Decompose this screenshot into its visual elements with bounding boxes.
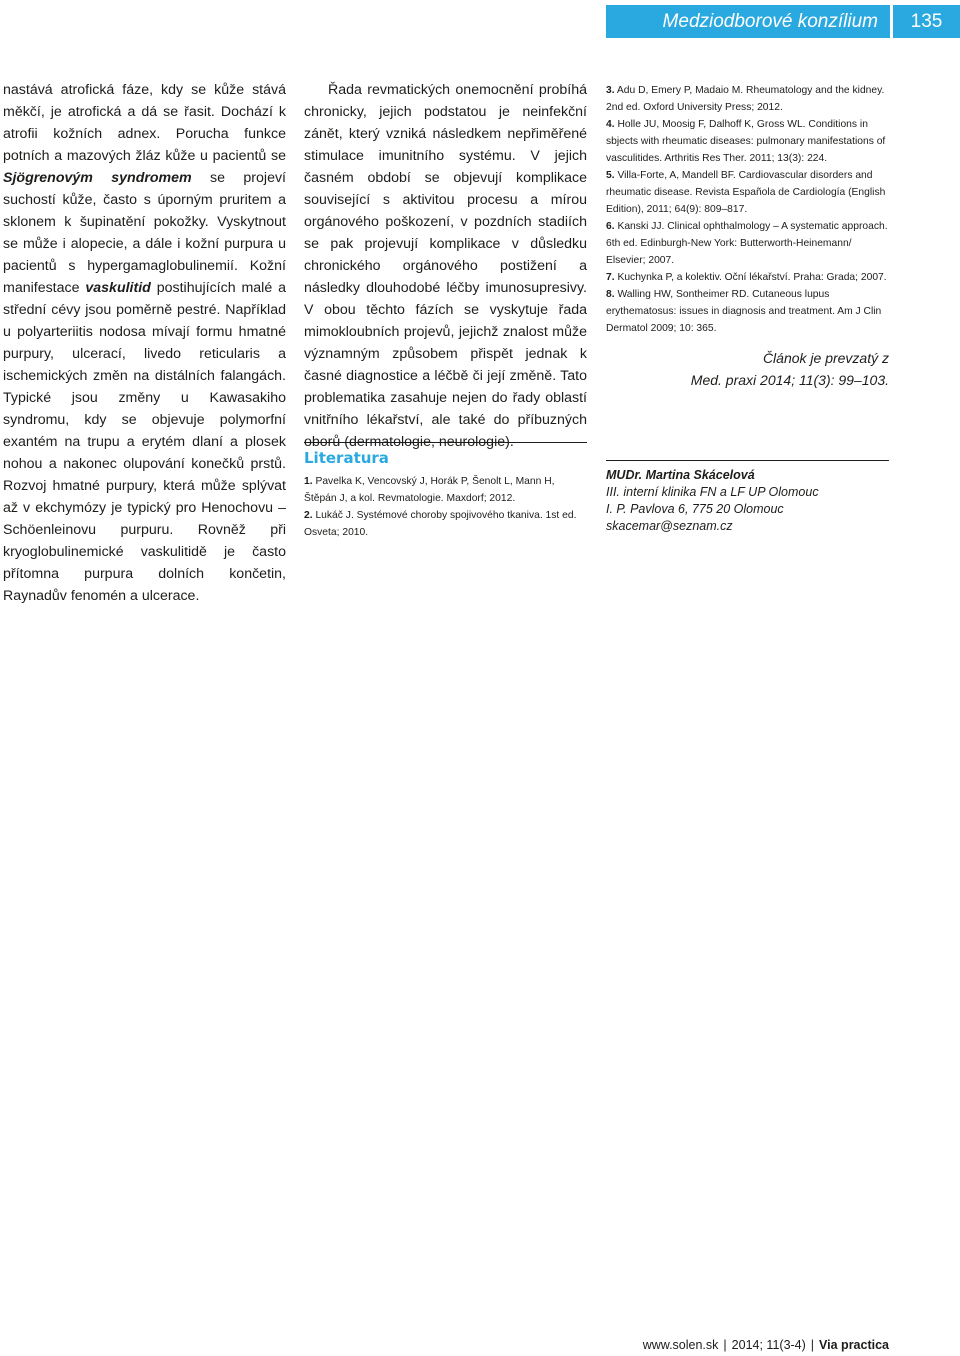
reference-item [606, 167, 889, 218]
body-column-1 [3, 79, 286, 607]
body-paragraph [3, 79, 286, 607]
reference-text: Villa-Forte, A, Mandell BF. Cardiovascular disorders and rheumatic disease. Revista Española de Cardiología (English Edition), 2011; 64(9): 809–817. [606, 170, 886, 215]
source-note [606, 347, 889, 391]
reference-text: Walling HW, Sontheimer RD. Cutaneous lupus erythematosus: issues in diagnosis and treatment. Am J Clin Dermatol 2009; 10: 365. [606, 289, 882, 334]
reference-number: 6. [606, 221, 615, 232]
section-title: Medziodborové konzílium [662, 11, 878, 32]
literature-divider [304, 442, 587, 443]
reference-number: 2. [304, 510, 313, 521]
reference-item [304, 473, 587, 507]
page-footer [606, 1336, 889, 1354]
reference-text: Holle JU, Moosig F, Dalhoff K, Gross WL. Conditions in sbjects with rheumatic diseases: pulmonary manifestations of vasculitides. Arthritis Res Ther. 2011; 13(3): 224. [606, 119, 886, 164]
reference-item [606, 82, 889, 116]
reference-item [606, 116, 889, 167]
reference-list-part-2 [606, 82, 889, 337]
footer-journal: Via practica [819, 1338, 889, 1352]
page-number: 135 [893, 5, 960, 38]
reference-text: Adu D, Emery P, Madaio M. Rheumatology and the kidney. 2nd ed. Oxford University Press; 2012. [606, 85, 885, 113]
author-email[interactable]: skacemar@seznam.cz [606, 519, 733, 533]
reference-text: Pavelka K, Vencovský J, Horák P, Šenolt L, Mann H, Štěpán J, a kol. Revmatologie. Maxdorf; 2012. [304, 476, 555, 504]
text-run: postihujících malé a střední cévy jsou poměrně pestré. Například u polyarteriitis nodosa mívají formu hmatné purpury, ulcerací, livedo reticularis a ischemických změn na distálních falangách. Typické jsou změny u Kawasakiho syndromu, kdy se objevuje polymorfní exantém na trupu a erytém dlaní a plosek nohou a nakonec olupování konečků prstů. Rozvoj hmatné purpury, která může splývat až v ekchymózy je typický pro Henochovu – Schöenleinovu purpuru. Rovněž při kryoglobulinemické vaskulitidě je často přítomna purpura dolních končetin, Raynadův fenomén a ulcerace. [3, 280, 286, 604]
author-clinic: III. interní klinika FN a LF UP Olomouc [606, 485, 819, 499]
text-run: nastává atrofická fáze, kdy se kůže stává měkčí, je atrofická a dá se řasit. Dochází k atrofii kožních adnex. Porucha funkce potních a mazových žláz kůže u pacientů se [3, 82, 286, 164]
body-paragraph: Řada revmatických onemocnění probíhá chronicky, jejich podstatou je neinfekční zánět, který vzniká následkem nepřiměřené stimulace imunitního systému. V jejich časném období se objevují komplikace související s aktivitou procesu a mírou orgánového poškození, v pozdních stadiích se pak projevují komplikace v důsledku chronického orgánového postižení a následky dlouhodobé léčby imunosupresivy. V obou těchto fázích se vyskytuje řada mimokloubních projevů, jejichž znalost může významným způsobem přispět jednak k časné diagnostice a léčbě či její změně. Tato problematika zasahuje nejen do řady oblastí vnitřního lékařství, ale také do příbuzných oborů (dermatologie, neurologie). [304, 82, 587, 450]
text-run: se projeví suchostí kůže, často s úporným pruritem a sklonem k šupinatění pokožky. Vyskytnout se může i alopecie, a dále i kožní purpura u pacientů s hypergamaglobulinemií. Kožní manifestace [3, 170, 287, 296]
author-divider [606, 460, 889, 461]
source-note-citation: Med. praxi 2014; 11(3): 99–103. [690, 372, 889, 388]
emphasized-term: vaskulitid [85, 280, 151, 296]
footer-separator: | [723, 1338, 727, 1352]
emphasized-term: Sjögrenovým syndromem [3, 170, 192, 186]
reference-text: Kuchynka P, a kolektiv. Oční lékařství. Praha: Grada; 2007. [614, 272, 887, 283]
reference-number: 4. [606, 119, 615, 130]
reference-list-part-1 [304, 473, 587, 541]
footer-issue: 2014; 11(3-4) [731, 1338, 806, 1352]
author-block [606, 467, 889, 535]
reference-item [606, 286, 889, 337]
reference-number: 7. [606, 272, 615, 283]
reference-text: Lukáč J. Systémové choroby spojivového tkaniva. 1st ed. Osveta; 2010. [304, 510, 577, 538]
reference-item [606, 218, 889, 269]
reference-number: 1. [304, 476, 313, 487]
body-column-2 [304, 79, 587, 453]
author-address: I. P. Pavlova 6, 775 20 Olomouc [606, 502, 784, 516]
reference-number: 8. [606, 289, 615, 300]
source-note-line: Článok je prevzatý z [762, 350, 889, 366]
literature-heading: Literatura [304, 449, 389, 467]
reference-item [304, 507, 587, 541]
reference-text: Kanski JJ. Clinical ophthalmology – A systematic approach. 6th ed. Edinburgh-New York: Butterworth-Heinemann/ Elsevier; 2007. [606, 221, 888, 266]
reference-number: 3. [606, 85, 615, 96]
footer-separator: | [810, 1338, 815, 1352]
reference-number: 5. [606, 170, 615, 181]
reference-item [606, 269, 889, 286]
author-name: MUDr. Martina Skácelová [606, 468, 755, 482]
footer-site[interactable]: www.solen.sk [642, 1338, 719, 1352]
